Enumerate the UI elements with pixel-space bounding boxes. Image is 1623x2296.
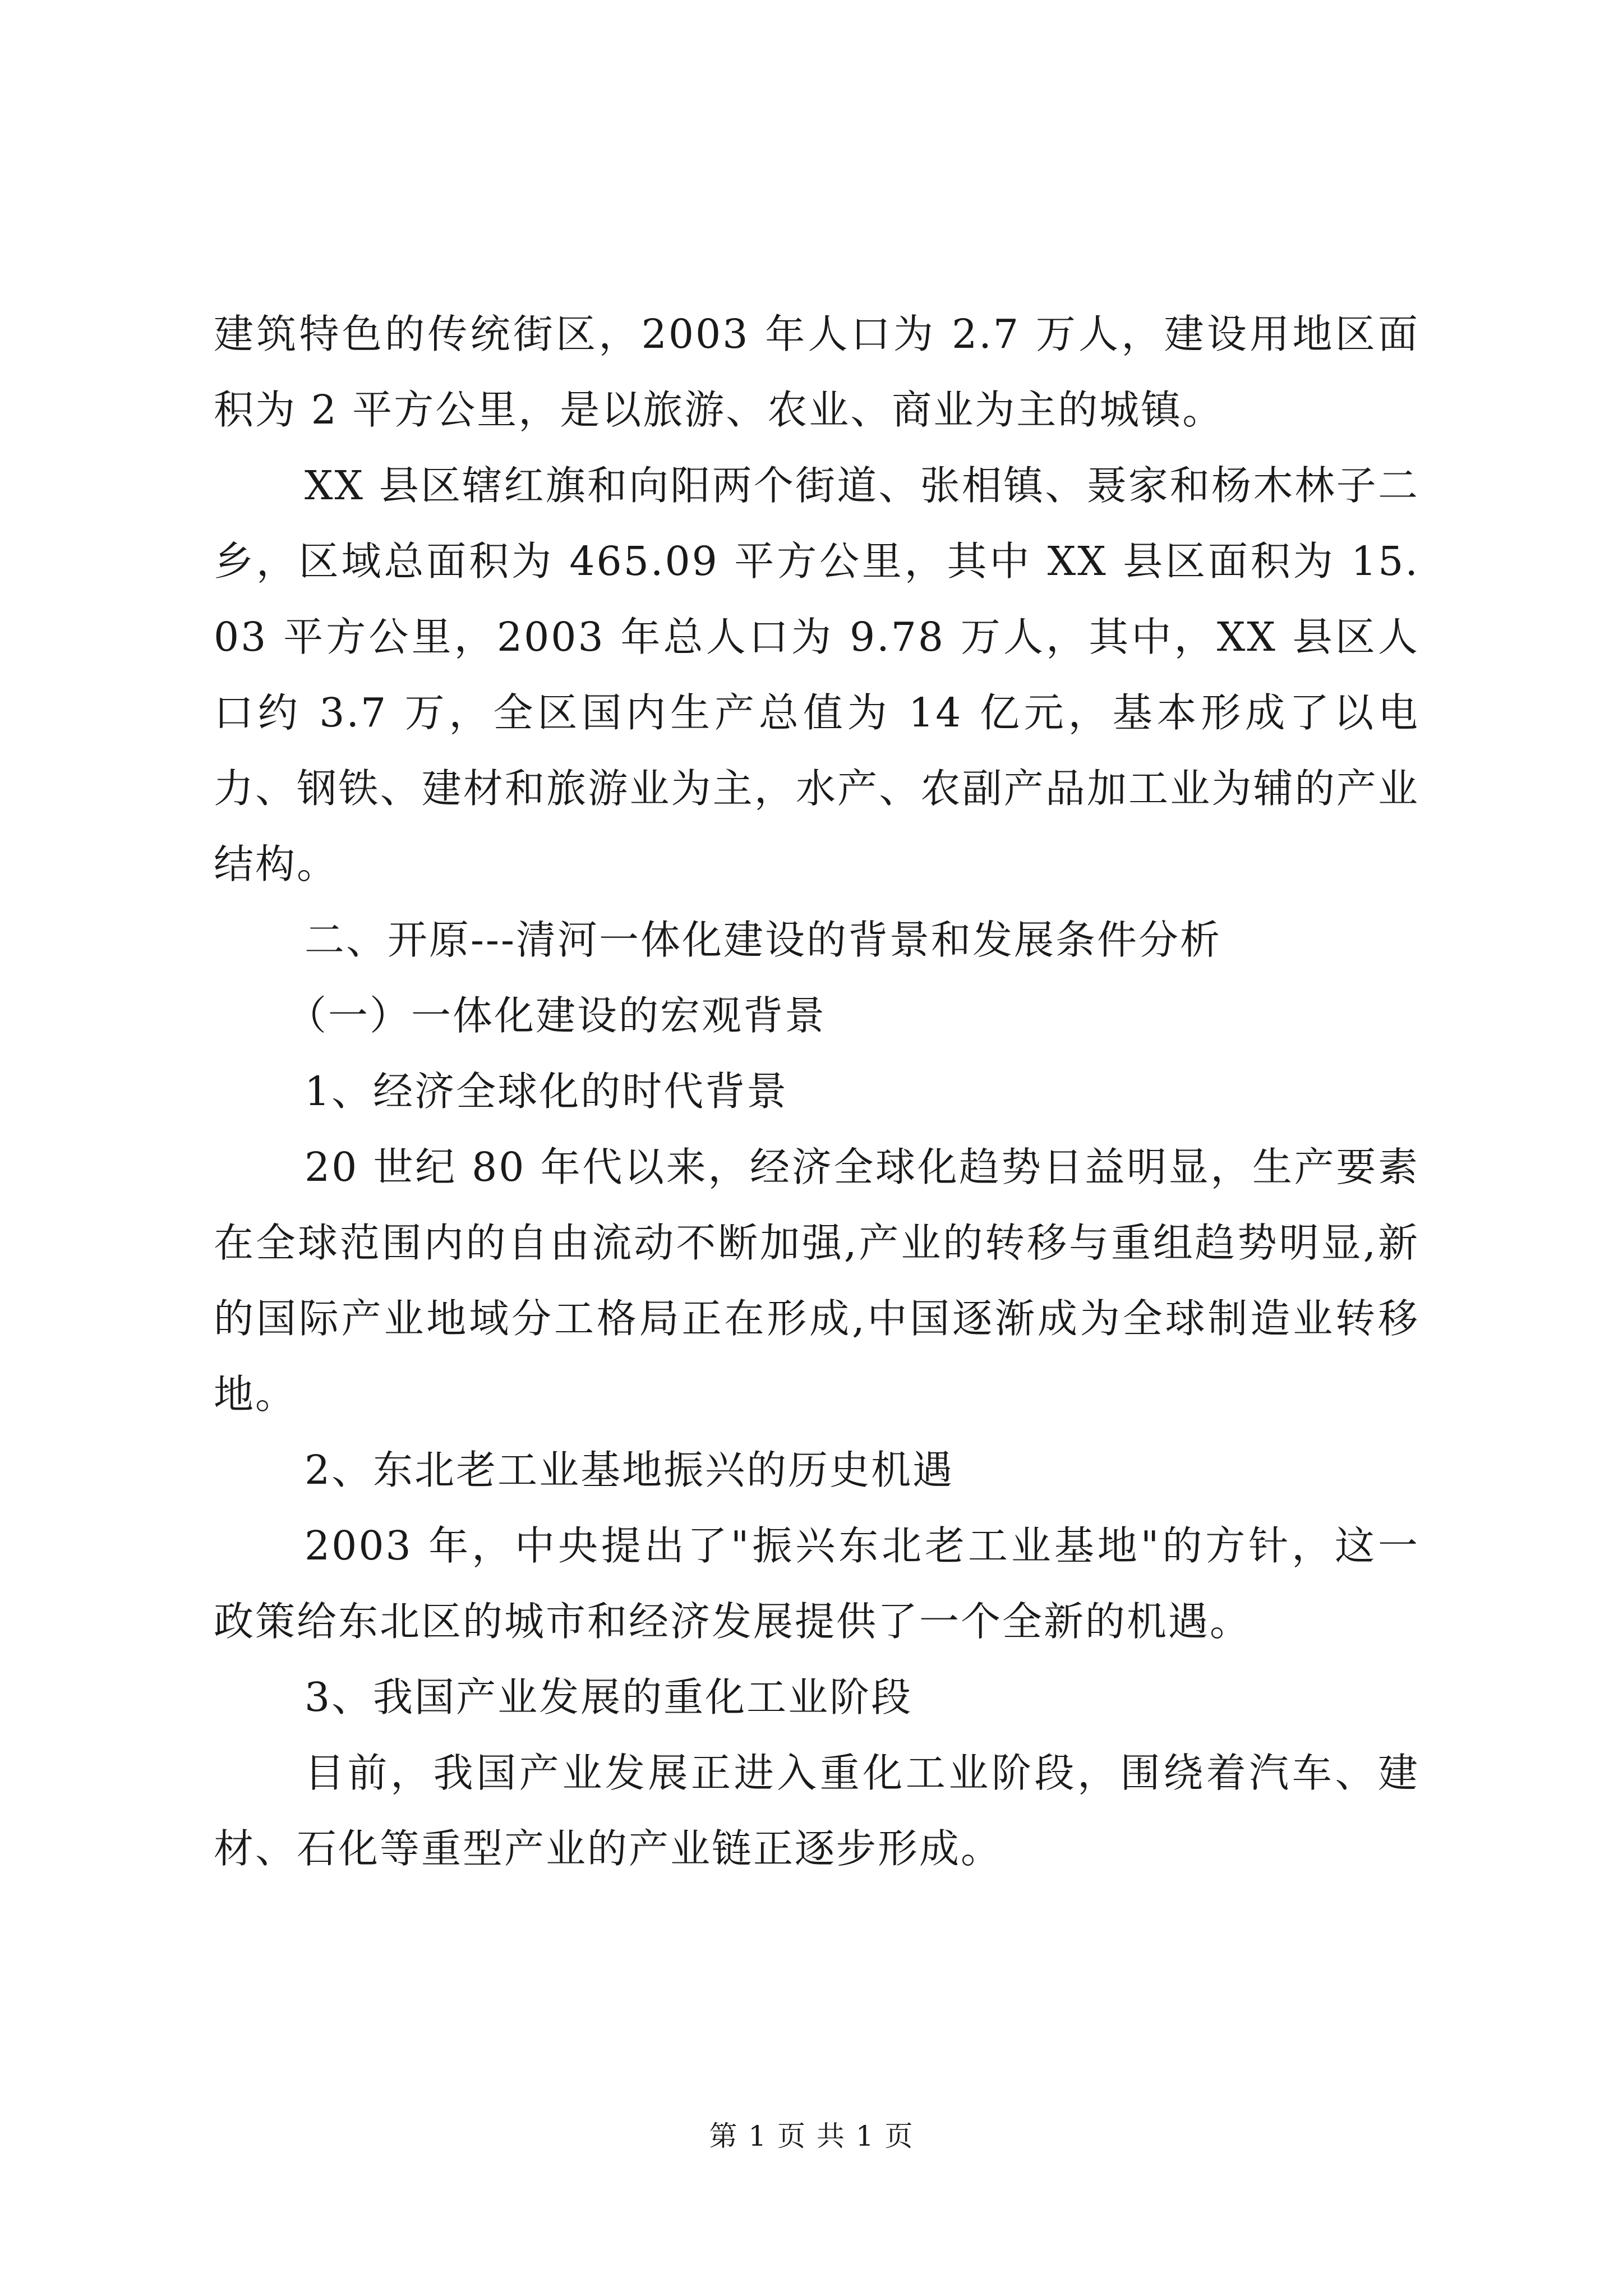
section-heading: 二、开原---清河一体化建设的背景和发展条件分析 <box>305 917 1221 963</box>
paragraph-northeast-revival: 2003 年，中央提出了"振兴东北老工业基地"的方针，这一政策给东北区的城市和经济发展提供了一个全新的机遇。 <box>214 1522 1419 1645</box>
page-number-footer: 第 1 页 共 1 页 <box>709 2120 914 2152</box>
item-heading-heavy-industry: 3、我国产业发展的重化工业阶段 <box>305 1674 913 1720</box>
paragraph-continuation: 建筑特色的传统街区，2003 年人口为 2.7 万人，建设用地区面积为 2 平方公里，是以旅游、农业、商业为主的城镇。 <box>214 311 1419 433</box>
item-heading-globalization: 1、经济全球化的时代背景 <box>305 1068 789 1115</box>
subsection-heading: （一）一体化建设的宏观背景 <box>287 992 827 1039</box>
item-heading-northeast-revival: 2、东北老工业基地振兴的历史机遇 <box>305 1447 955 1493</box>
paragraph-district-overview: XX 县区辖红旗和向阳两个街道、张相镇、聂家和杨木林子二乡，区域总面积为 465.09 平方公里，其中 XX 县区面积为 15.03 平方公里，2003 年总人口为 9.78 万人，其中，XX 县区人口约 3.7 万，全区国内生产总值为 14 亿元，基本形成了以电力、钢铁、建材和旅游业为主，水产、农副产品加工业为辅的产业结构。 <box>214 462 1419 887</box>
paragraph-heavy-industry: 目前，我国产业发展正进入重化工业阶段，围绕着汽车、建材、石化等重型产业的产业链正逐步形成。 <box>214 1750 1419 1872</box>
document-body <box>214 296 1419 1887</box>
paragraph-globalization: 20 世纪 80 年代以来，经济全球化趋势日益明显，生产要素在全球范围内的自由流动不断加强,产业的转移与重组趋势明显,新的国际产业地域分工格局正在形成,中国逐渐成为全球制造业转移地。 <box>214 1144 1420 1418</box>
